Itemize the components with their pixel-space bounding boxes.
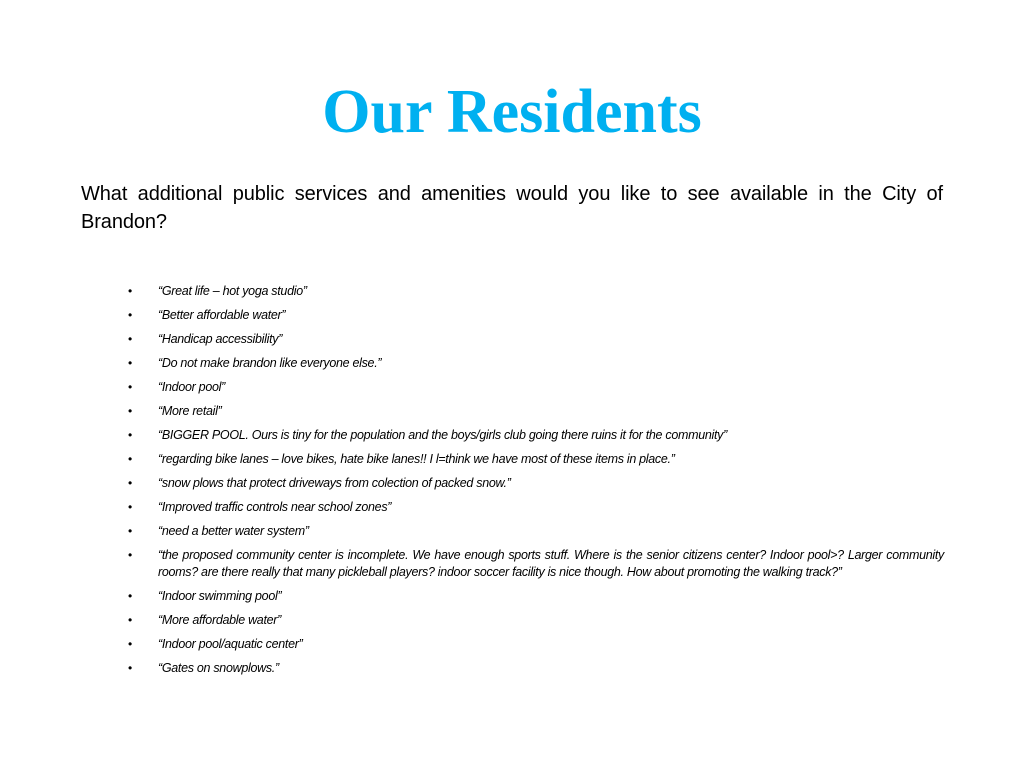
list-item	[128, 283, 944, 300]
bullet-icon: •	[128, 308, 133, 322]
list-item	[128, 307, 944, 324]
bullet-icon: •	[128, 524, 133, 538]
bullet-icon: •	[128, 476, 133, 490]
list-item	[128, 547, 944, 581]
bullet-icon: •	[128, 332, 133, 346]
bullet-icon: •	[128, 452, 133, 466]
bullet-icon: •	[128, 613, 133, 627]
slide-title: Our Residents	[322, 78, 702, 146]
list-item	[128, 331, 944, 348]
response-text: “Indoor pool”	[158, 380, 225, 394]
bullet-icon: •	[128, 548, 133, 562]
response-list	[128, 283, 944, 684]
response-text: “Indoor pool/aquatic center”	[158, 637, 303, 651]
bullet-icon: •	[128, 356, 133, 370]
list-item	[128, 355, 944, 372]
list-item	[128, 523, 944, 540]
response-text: “Handicap accessibility”	[158, 332, 283, 346]
list-item	[128, 660, 944, 677]
bullet-icon: •	[128, 589, 133, 603]
response-text: “Indoor swimming pool”	[158, 589, 282, 603]
bullet-icon: •	[128, 637, 133, 651]
list-item	[128, 475, 944, 492]
list-item	[128, 612, 944, 629]
bullet-icon: •	[128, 380, 133, 394]
list-item	[128, 588, 944, 605]
survey-question: What additional public services and amenities would you like to see available in the City of Brandon?	[81, 183, 943, 233]
response-text: “the proposed community center is incomplete. We have enough sports stuff. Where is the senior citizens center? Indoor pool>? Larger community rooms? are there really that many pickleball players? indoor soccer facility is nice though. How about promoting the walking track?”	[158, 548, 944, 579]
list-item	[128, 403, 944, 420]
response-text: “Gates on snowplows.”	[158, 661, 279, 675]
response-text: “More retail”	[158, 404, 222, 418]
list-item	[128, 427, 944, 444]
bullet-icon: •	[128, 404, 133, 418]
response-text: “Improved traffic controls near school zones”	[158, 500, 392, 514]
response-text: “regarding bike lanes – love bikes, hate bike lanes!! I l=think we have most of these items in place.”	[158, 452, 675, 466]
list-item	[128, 499, 944, 516]
response-text: “Do not make brandon like everyone else.”	[158, 356, 382, 370]
response-text: “BIGGER POOL. Ours is tiny for the population and the boys/girls club going there ruins it for the community”	[158, 428, 727, 442]
list-item	[128, 636, 944, 653]
bullet-icon: •	[128, 500, 133, 514]
response-text: “need a better water system”	[158, 524, 309, 538]
bullet-icon: •	[128, 661, 133, 675]
response-text: “Great life – hot yoga studio”	[158, 284, 307, 298]
bullet-icon: •	[128, 284, 133, 298]
bullet-icon: •	[128, 428, 133, 442]
response-text: “More affordable water”	[158, 613, 282, 627]
response-text: “Better affordable water”	[158, 308, 286, 322]
response-text: “snow plows that protect driveways from colection of packed snow.”	[158, 476, 511, 490]
list-item	[128, 451, 944, 468]
list-item	[128, 379, 944, 396]
